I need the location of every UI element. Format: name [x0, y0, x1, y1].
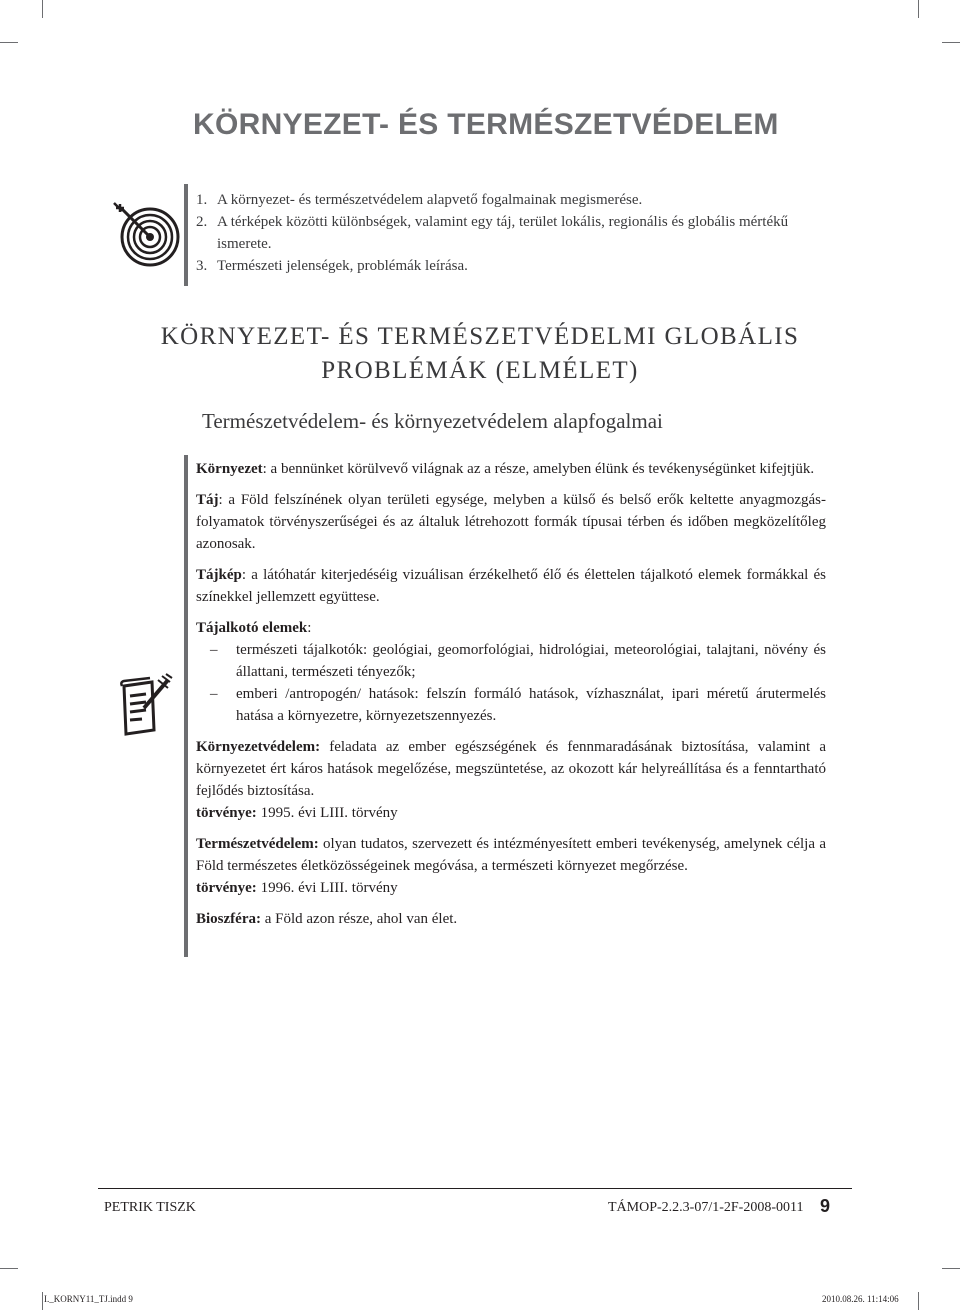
subsection-title: Természetvédelem- és környezetvédelem alapfogalmai [202, 409, 663, 433]
definition-tajalkoto [196, 617, 826, 639]
definition-text: : a bennünket körülvevő világnak az a része, amelyben élünk és tevékenységünket kifejtjük. [262, 461, 815, 477]
footer-rule [98, 1188, 852, 1189]
content-bar [184, 455, 188, 957]
crop-mark [942, 42, 960, 43]
slug-datetime: 2010.08.26. 11:14:06 [822, 1294, 899, 1304]
footer-publisher: PETRIK TISZK [104, 1200, 196, 1215]
definition-term: Környezet [196, 461, 263, 477]
definition-termeszetvedelem [196, 833, 826, 877]
notes-pen-icon [118, 672, 174, 736]
definition-text: : a látóhatár kiterjedéséig vizuálisan érzékelhető élő és élettelen tájalkotó elemek formákkal és színekkel jellemzett együttese. [196, 567, 826, 605]
definition-text: olyan tudatos, szervezett és intézményesített emberi tevékenység, amelynek célja a Föld természetes életközösségeinek megóvása, a természeti környezet megőrzése. [196, 836, 826, 874]
dash-bullet: – [210, 642, 218, 658]
goal-number: 1. [196, 192, 208, 208]
footer-project-code: TÁMOP-2.2.3-07/1-2F-2008-0011 [608, 1200, 804, 1215]
definition-term: Tájalkotó elemek [196, 620, 308, 636]
section-title-line: KÖRNYEZET- ÉS TERMÉSZETVÉDELMI GLOBÁLIS [160, 323, 800, 350]
law-text: 1996. évi LIII. törvény [256, 880, 398, 896]
definition-taj [196, 489, 826, 555]
definitions [196, 458, 826, 939]
definition-kornyezetvedelem [196, 736, 826, 802]
list-item [196, 683, 826, 727]
crop-mark [942, 1268, 960, 1269]
goals-bar [184, 184, 188, 286]
definition-text: a Föld azon része, ahol van élet. [260, 911, 458, 927]
law-label: törvénye: [196, 880, 257, 896]
crop-mark [0, 1268, 18, 1269]
definition-tajkep [196, 564, 826, 608]
definition-term: Bioszféra: [196, 911, 261, 927]
dash-bullet: – [210, 686, 218, 702]
goal-text: Természeti jelenségek, problémák leírása. [217, 258, 468, 274]
goal-number: 2. [196, 214, 208, 230]
slug-filename: I._KORNY11_TJ.indd 9 [44, 1294, 133, 1304]
learning-goals [196, 189, 836, 277]
section-title [100, 320, 860, 388]
goal-text: A környezet- és természetvédelem alapvető fogalmainak megismerése. [217, 192, 643, 208]
definition-text: feladata az ember egészségének és fennmaradásának biztosítása, valamint a környezetet ért káros hatások megelőzése, megszüntetése, az okozott kár helyreállítása és a fenntartható fejlődés biztosítása. [196, 739, 826, 799]
definition-colon: : [307, 620, 312, 636]
crop-mark [918, 1292, 919, 1310]
definition-text: : a Föld felszínének olyan területi egysége, melyben a külső és belső erők keltette anyagmozgás-folyamatok törvényszerűségei és az általuk létrehozott formák típusai térben és időben megközelítőleg azonosak. [196, 492, 826, 552]
goal-item [196, 255, 836, 277]
definition-kornyezet [196, 458, 826, 480]
goal-text: A térképek közötti különbségek, valamint egy táj, terület lokális, regionális és globális mértékű ismerete. [217, 214, 789, 252]
page-number: 9 [820, 1196, 831, 1216]
goal-item [196, 211, 836, 255]
definition-term: Természetvédelem: [196, 836, 319, 852]
goal-number: 3. [196, 258, 208, 274]
definition-term: Környezetvédelem: [196, 739, 321, 755]
section-title-line: PROBLÉMÁK (ELMÉLET) [321, 357, 639, 384]
law-text: 1995. évi LIII. törvény [256, 805, 398, 821]
list-item-text: természeti tájalkotók: geológiai, geomorfológiai, hidrológiai, meteorológiai, talajtani, növény és állattani, természeti tényezők; [236, 642, 826, 680]
law-label: törvénye: [196, 805, 257, 821]
crop-mark [42, 1292, 43, 1310]
goal-item [196, 189, 836, 211]
definition-term: Táj [196, 492, 219, 508]
chapter-title: KÖRNYEZET- ÉS TERMÉSZETVÉDELEM [193, 108, 779, 141]
definition-term: Tájkép [196, 567, 242, 583]
list-item-text: emberi /antropogén/ hatások: felszín formáló hatások, vízhasználat, ipari méretű árutermelés hatása a környezetre, környezetszennyezés. [236, 686, 826, 724]
crop-mark [0, 42, 18, 43]
crop-mark [918, 0, 919, 18]
definition-bioszfera [196, 908, 826, 930]
law-termeszetvedelem [196, 877, 826, 899]
list-item [196, 639, 826, 683]
target-arrow-icon [112, 200, 182, 270]
law-kornyezetvedelem [196, 802, 826, 824]
crop-mark [42, 0, 43, 18]
